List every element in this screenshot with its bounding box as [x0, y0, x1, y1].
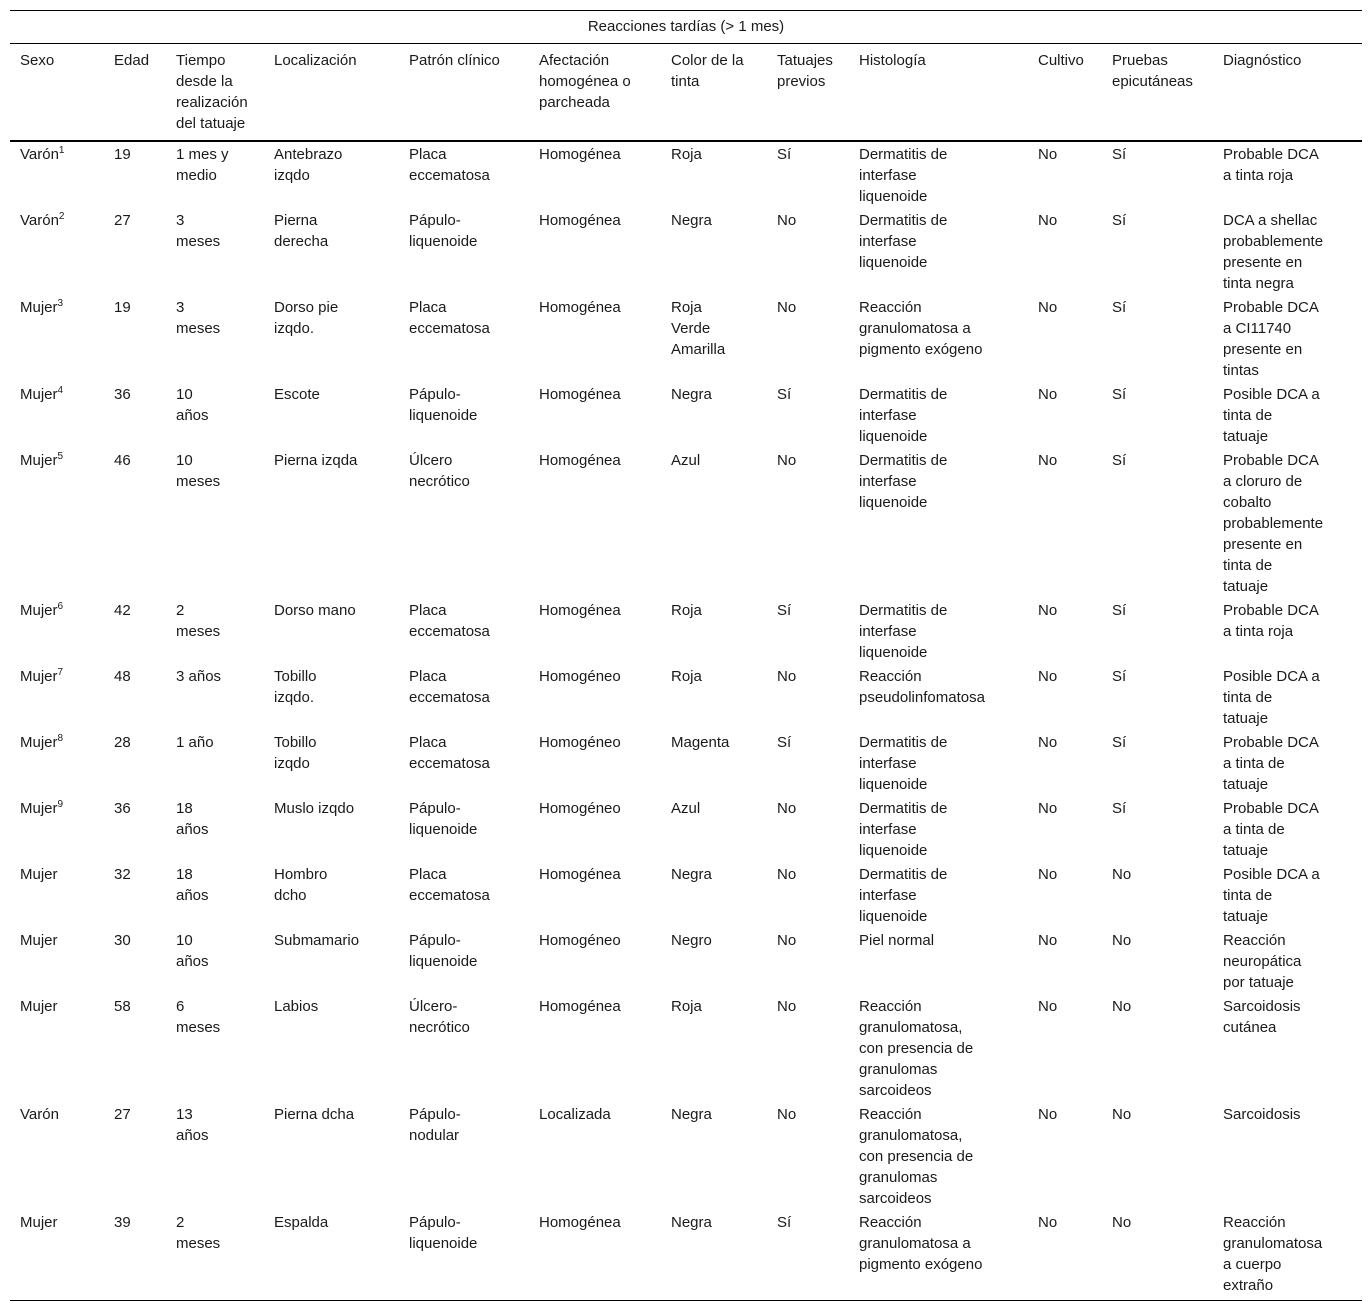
cell-color-tinta: Roja [671, 668, 702, 685]
cell-patron-clinico: Pápulo- liquenoide [409, 386, 478, 424]
cell-sexo [10, 862, 104, 928]
cell-sexo [10, 730, 104, 796]
table-row [10, 141, 1362, 208]
cell-tiempo: 1 mes y medio [176, 146, 229, 184]
cell-histologia: Reacción pseudolinfomatosa [859, 668, 985, 706]
cell-edad: 58 [114, 998, 131, 1015]
cell-histologia: Dermatitis de interfase liquenoide [859, 800, 948, 859]
table-row [10, 295, 1362, 382]
cell-color-tinta: Negra [671, 1106, 712, 1123]
cell-localizacion: Escote [274, 386, 320, 403]
cell-tiempo: 3 años [176, 668, 222, 685]
cell-cultivo: No [1028, 1210, 1102, 1301]
cell-edad: 19 [114, 146, 131, 163]
cell-localizacion: Labios [274, 998, 319, 1015]
header-edad: Edad [104, 44, 166, 142]
header-cultivo: Cultivo [1028, 44, 1102, 142]
header-pruebas-epicutaneas: Pruebas epicutáneas [1102, 44, 1213, 142]
cell-afectacion: Homogénea [539, 998, 621, 1015]
cell-edad: 28 [114, 734, 131, 751]
table-title: Reacciones tardías (> 1 mes) [10, 11, 1362, 44]
cell-localizacion: Dorso pie izqdo. [274, 299, 339, 337]
cell-afectacion: Homogéneo [539, 800, 621, 817]
sexo-text: Mujer [20, 452, 58, 469]
cell-histologia: Dermatitis de interfase liquenoide [859, 602, 948, 661]
cell-histologia: Reacción granulomatosa, con presencia de granulomas sarcoideos [859, 998, 974, 1099]
cell-pruebas-epicutaneas: Sí [1112, 452, 1127, 469]
cell-afectacion: Localizada [539, 1106, 611, 1123]
cell-sexo [10, 1210, 104, 1301]
cell-cultivo: No [1038, 668, 1058, 685]
cell-diagnostico: Probable DCA a tinta de tatuaje [1223, 734, 1319, 793]
cell-sexo [10, 382, 104, 448]
cell-diagnostico: Sarcoidosis [1223, 1106, 1301, 1123]
sexo-text: Varón [20, 212, 59, 229]
sexo-text: Mujer [20, 866, 58, 883]
cell-edad: 46 [114, 452, 131, 469]
footnote-marker: 2 [58, 211, 65, 222]
table-row [10, 382, 1362, 448]
table-row [10, 448, 1362, 598]
cell-localizacion: Pierna izqda [274, 452, 358, 469]
cell-edad: 36 [114, 800, 131, 817]
table-header-row [10, 44, 1362, 142]
footnote-marker: 4 [57, 385, 64, 396]
cell-color-tinta: Roja Verde Amarilla [671, 299, 726, 358]
cell-cultivo: No [1038, 146, 1058, 163]
cell-color-tinta: Azul [671, 452, 701, 469]
cell-localizacion: Submamario [274, 932, 360, 949]
cell-pruebas-epicutaneas: Sí [1112, 800, 1127, 817]
cell-tatuajes-previos: No [777, 1106, 797, 1123]
footnote-marker: 7 [57, 667, 64, 678]
cell-sexo [10, 1102, 104, 1210]
cell-color-tinta: Negra [671, 212, 712, 229]
cell-afectacion: Homogénea [539, 386, 621, 403]
cell-pruebas-epicutaneas: Sí [1112, 602, 1127, 619]
cell-patron-clinico: Pápulo- liquenoide [399, 1210, 529, 1301]
cell-patron-clinico: Pápulo- liquenoide [409, 212, 478, 250]
sexo-text: Varón [20, 146, 59, 163]
cell-tatuajes-previos: No [777, 668, 797, 685]
cell-histologia: Reacción granulomatosa a pigmento exógeno [859, 299, 983, 358]
cell-cultivo: No [1038, 602, 1058, 619]
cell-edad: 36 [114, 386, 131, 403]
sexo-text: Mujer [20, 602, 58, 619]
footnote-marker: 5 [57, 451, 64, 462]
cell-edad: 32 [114, 866, 131, 883]
cell-afectacion: Homogénea [539, 452, 621, 469]
cell-tatuajes-previos: No [777, 800, 797, 817]
table-title-row [10, 11, 1362, 44]
sexo-text: Mujer [20, 932, 58, 949]
table-row [10, 730, 1362, 796]
cell-color-tinta: Negra [671, 386, 712, 403]
cell-cultivo: No [1038, 212, 1058, 229]
cell-tiempo: 3 meses [176, 212, 221, 250]
table-row [10, 598, 1362, 664]
cell-sexo [10, 141, 104, 208]
cell-afectacion: Homogénea [539, 146, 621, 163]
cell-diagnostico: Posible DCA a tinta de tatuaje [1223, 668, 1320, 727]
cell-color-tinta: Azul [671, 800, 701, 817]
cell-edad: 39 [104, 1210, 166, 1301]
header-localizacion: Localización [264, 44, 399, 142]
header-tatuajes-previos: Tatuajes previos [767, 44, 849, 142]
cell-localizacion: Muslo izqdo [274, 800, 355, 817]
cell-pruebas-epicutaneas: Sí [1112, 668, 1127, 685]
table-row [10, 862, 1362, 928]
cell-tiempo: 10 años [176, 932, 209, 970]
footnote-marker: 8 [57, 733, 64, 744]
cell-patron-clinico: Placa eccematosa [409, 734, 490, 772]
sexo-text: Mujer [20, 998, 58, 1015]
cell-cultivo: No [1038, 734, 1058, 751]
cell-pruebas-epicutaneas: No [1102, 1210, 1213, 1301]
cell-patron-clinico: Placa eccematosa [409, 602, 490, 640]
table-container [10, 10, 1362, 1301]
cell-pruebas-epicutaneas: No [1112, 932, 1132, 949]
cell-afectacion: Homogéneo [539, 734, 621, 751]
sexo-text: Mujer [20, 668, 58, 685]
sexo-text: Mujer [20, 800, 58, 817]
cell-localizacion: Pierna derecha [274, 212, 329, 250]
cell-color-tinta: Roja [671, 146, 702, 163]
cell-tiempo: 3 meses [176, 299, 221, 337]
cell-pruebas-epicutaneas: No [1112, 866, 1132, 883]
cell-tatuajes-previos: Sí [777, 146, 792, 163]
header-histologia: Histología [849, 44, 1028, 142]
cell-diagnostico: DCA a shellac probablemente presente en tinta negra [1223, 212, 1324, 292]
cell-cultivo: No [1038, 452, 1058, 469]
cell-patron-clinico: Pápulo- liquenoide [409, 932, 478, 970]
cell-afectacion: Homogéneo [539, 932, 621, 949]
cell-tatuajes-previos: No [777, 452, 797, 469]
cell-sexo [10, 928, 104, 994]
cell-patron-clinico: Placa eccematosa [409, 668, 490, 706]
cell-edad: 27 [114, 1106, 131, 1123]
cell-sexo [10, 994, 104, 1102]
cell-cultivo: No [1038, 998, 1058, 1015]
table-row [10, 1102, 1362, 1210]
cell-tiempo: 10 meses [176, 452, 221, 490]
cell-diagnostico: Probable DCA a cloruro de cobalto probablemente presente en tinta de tatuaje [1223, 452, 1324, 595]
cell-localizacion: Tobillo izqdo [274, 734, 317, 772]
sexo-text: Mujer [20, 734, 58, 751]
cell-edad: 27 [114, 212, 131, 229]
cell-tiempo: 2 meses [176, 602, 221, 640]
sexo-text: Varón [20, 1106, 59, 1123]
header-tiempo: Tiempo desde la realización del tatuaje [166, 44, 264, 142]
cell-diagnostico: Probable DCA a CI11740 presente en tintas [1223, 299, 1319, 379]
header-sexo: Sexo [10, 44, 104, 142]
cell-patron-clinico: Placa eccematosa [409, 146, 490, 184]
cell-sexo [10, 208, 104, 295]
cell-histologia: Reacción granulomatosa, con presencia de granulomas sarcoideos [859, 1106, 974, 1207]
cell-patron-clinico: Pápulo- liquenoide [409, 800, 478, 838]
cell-edad: 48 [114, 668, 131, 685]
cell-histologia: Dermatitis de interfase liquenoide [859, 212, 948, 271]
cell-color-tinta: Roja [671, 998, 702, 1015]
cell-color-tinta: Negro [671, 932, 712, 949]
cell-tatuajes-previos: Sí [767, 1210, 849, 1301]
cell-tatuajes-previos: Sí [777, 386, 792, 403]
cell-color-tinta: Roja [671, 602, 702, 619]
cell-sexo [10, 796, 104, 862]
cell-cultivo: No [1038, 800, 1058, 817]
cell-afectacion: Homogénea [539, 212, 621, 229]
cell-color-tinta: Magenta [671, 734, 730, 751]
table-row [10, 208, 1362, 295]
cell-cultivo: No [1038, 386, 1058, 403]
cell-cultivo: No [1038, 866, 1058, 883]
cell-tiempo: 6 meses [176, 998, 221, 1036]
header-patron-clinico: Patrón clínico [399, 44, 529, 142]
cell-tatuajes-previos: Sí [777, 734, 792, 751]
cell-tatuajes-previos: No [777, 866, 797, 883]
footnote-marker: 3 [57, 298, 64, 309]
cell-patron-clinico: Úlcero- necrótico [409, 998, 470, 1036]
cell-pruebas-epicutaneas: Sí [1112, 146, 1127, 163]
cell-diagnostico: Posible DCA a tinta de tatuaje [1223, 866, 1320, 925]
cell-pruebas-epicutaneas: No [1112, 998, 1132, 1015]
table-row [10, 928, 1362, 994]
cell-sexo [10, 664, 104, 730]
cell-patron-clinico: Placa eccematosa [409, 299, 490, 337]
late-reactions-table [10, 10, 1362, 1301]
cell-color-tinta: Negra [661, 1210, 767, 1301]
cell-diagnostico: Reacción neuropática por tatuaje [1223, 932, 1302, 991]
cell-tiempo: 2 meses [166, 1210, 264, 1301]
cell-diagnostico: Sarcoidosis cutánea [1223, 998, 1301, 1036]
header-afectacion: Afectación homogénea o parcheada [529, 44, 661, 142]
cell-localizacion: Antebrazo izqdo [274, 146, 343, 184]
cell-tiempo: 18 años [176, 866, 209, 904]
cell-tiempo: 13 años [176, 1106, 209, 1144]
cell-diagnostico: Probable DCA a tinta roja [1223, 602, 1319, 640]
cell-edad: 42 [114, 602, 131, 619]
cell-histologia: Dermatitis de interfase liquenoide [859, 866, 948, 925]
cell-localizacion: Espalda [264, 1210, 399, 1301]
cell-sexo [10, 598, 104, 664]
cell-pruebas-epicutaneas: Sí [1112, 299, 1127, 316]
cell-afectacion: Homogénea [539, 602, 621, 619]
cell-tiempo: 18 años [176, 800, 209, 838]
cell-pruebas-epicutaneas: Sí [1112, 212, 1127, 229]
cell-localizacion: Tobillo izqdo. [274, 668, 317, 706]
table-body [10, 141, 1362, 1301]
cell-edad: 30 [114, 932, 131, 949]
cell-histologia: Piel normal [859, 932, 935, 949]
cell-afectacion: Homogénea [539, 299, 621, 316]
cell-localizacion: Pierna dcha [274, 1106, 355, 1123]
cell-localizacion: Dorso mano [274, 602, 356, 619]
table-row [10, 994, 1362, 1102]
cell-patron-clinico: Úlcero necrótico [409, 452, 470, 490]
sexo-text: Mujer [20, 299, 58, 316]
footnote-marker: 6 [57, 601, 64, 612]
cell-patron-clinico: Pápulo- nodular [409, 1106, 461, 1144]
cell-sexo [10, 295, 104, 382]
cell-diagnostico: Probable DCA a tinta de tatuaje [1223, 800, 1319, 859]
cell-patron-clinico: Placa eccematosa [409, 866, 490, 904]
cell-tatuajes-previos: No [777, 932, 797, 949]
cell-afectacion: Homogénea [529, 1210, 661, 1301]
table-row [10, 664, 1362, 730]
cell-histologia: Dermatitis de interfase liquenoide [859, 386, 948, 445]
cell-histologia: Dermatitis de interfase liquenoide [859, 452, 948, 511]
cell-localizacion: Hombro dcho [274, 866, 328, 904]
cell-histologia: Dermatitis de interfase liquenoide [859, 734, 948, 793]
cell-pruebas-epicutaneas: Sí [1112, 386, 1127, 403]
cell-histologia: Reacción granulomatosa a pigmento exógeno [849, 1210, 1028, 1301]
cell-tiempo: 1 año [176, 734, 214, 751]
cell-afectacion: Homogénea [539, 866, 621, 883]
cell-tiempo: 10 años [176, 386, 209, 424]
cell-diagnostico: Posible DCA a tinta de tatuaje [1223, 386, 1320, 445]
cell-pruebas-epicutaneas: No [1112, 1106, 1132, 1123]
cell-color-tinta: Negra [671, 866, 712, 883]
table-row [10, 1210, 1362, 1301]
cell-tatuajes-previos: No [777, 998, 797, 1015]
header-diagnostico: Diagnóstico [1213, 44, 1362, 142]
table-row [10, 796, 1362, 862]
header-color-tinta: Color de la tinta [661, 44, 767, 142]
cell-histologia: Dermatitis de interfase liquenoide [859, 146, 948, 205]
cell-cultivo: No [1038, 299, 1058, 316]
cell-tatuajes-previos: Sí [777, 602, 792, 619]
footnote-marker: 9 [57, 799, 64, 810]
cell-tatuajes-previos: No [777, 299, 797, 316]
sexo-text: Mujer [20, 386, 58, 403]
cell-cultivo: No [1038, 932, 1058, 949]
cell-afectacion: Homogéneo [539, 668, 621, 685]
cell-pruebas-epicutaneas: Sí [1112, 734, 1127, 751]
cell-cultivo: No [1038, 1106, 1058, 1123]
cell-edad: 19 [114, 299, 131, 316]
cell-sexo [10, 448, 104, 598]
footnote-marker: 1 [58, 145, 65, 156]
cell-tatuajes-previos: No [777, 212, 797, 229]
cell-diagnostico: Reacción granulomatosa a cuerpo extraño [1213, 1210, 1362, 1301]
sexo-text: Mujer [20, 1214, 58, 1231]
cell-diagnostico: Probable DCA a tinta roja [1223, 146, 1319, 184]
